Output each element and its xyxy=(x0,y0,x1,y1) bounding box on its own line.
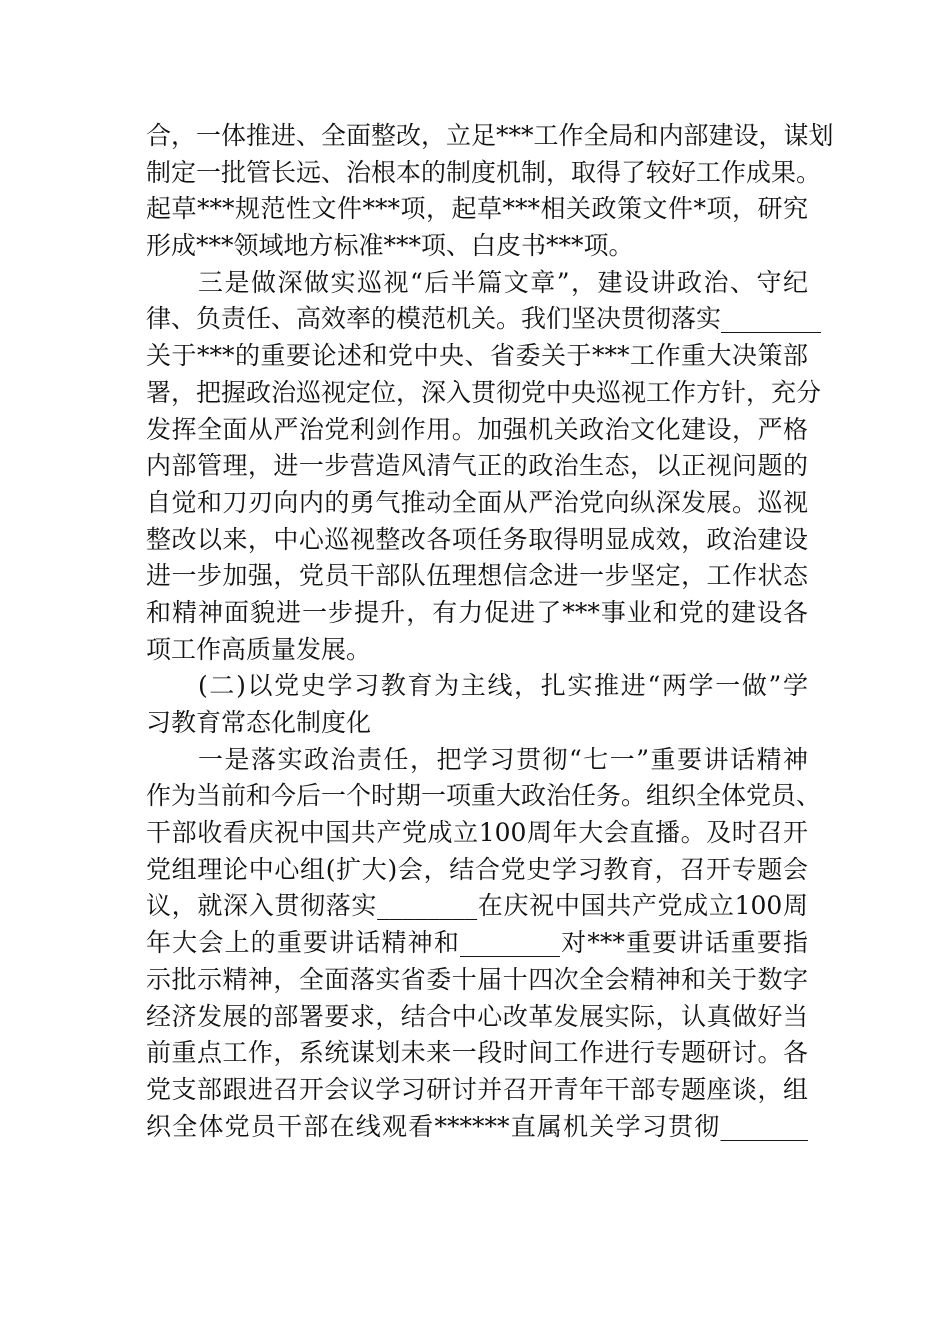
text-line: 三是做深做实巡视“后半篇文章”，建设讲政治、守纪 xyxy=(198,267,808,297)
text-line: 示批示精神，全面落实省委十届十四次全会精神和关于数字 xyxy=(146,964,808,994)
text-line: 党组理论中心组(扩大)会，结合党史学习教育，召开专题会 xyxy=(146,854,808,884)
text-line: 内部管理，进一步营造风清气正的政治生态，以正视问题的 xyxy=(146,451,808,481)
text-line: 前重点工作，系统谋划未来一段时间工作进行专题研讨。各 xyxy=(146,1038,808,1068)
text-line: 制定一批管长远、治根本的制度机制，取得了较好工作成果。 xyxy=(146,157,822,187)
text-line: 议，就深入贯彻落实________在庆祝中国共产党成立100周 xyxy=(146,891,808,921)
text-line: 自觉和刀刃向内的勇气推动全面从严治党向纵深发展。巡视 xyxy=(146,487,808,517)
text-line: 织全体党员干部在线观看******直属机关学习贯彻_______ xyxy=(146,1111,808,1141)
text-line: 党支部跟进召开会议学习研讨并召开青年干部专题座谈，组 xyxy=(146,1074,808,1104)
text-line: 合，一体推进、全面整改，立足***工作全局和内部建设，谋划 xyxy=(146,121,834,150)
text-line: 律、负责任、高效率的模范机关。我们坚决贯彻落实________ xyxy=(146,304,822,334)
document-page xyxy=(146,118,834,1145)
text-line: 年大会上的重要讲话精神和________对***重要讲话重要指 xyxy=(146,928,808,958)
text-line: 起草***规范性文件***项，起草***相关政策文件*项，研究 xyxy=(146,194,808,224)
text-line: (二)以党史学习教育为主线，扎实推进“两学一做”学 xyxy=(198,671,808,701)
text-line: 发挥全面从严治党利剑作用。加强机关政治文化建设，严格 xyxy=(146,414,808,444)
text-line: 一是落实政治责任，把学习贯彻“七一”重要讲话精神 xyxy=(198,744,808,774)
text-line: 项工作高质量发展。 xyxy=(146,634,372,664)
text-line: 经济发展的部署要求，结合中心改革发展实际，认真做好当 xyxy=(146,1001,808,1031)
text-line: 习教育常态化制度化 xyxy=(146,708,372,737)
text-line: 形成***领域地方标准***项、白皮书***项。 xyxy=(146,231,634,261)
text-line: 整改以来，中心巡视整改各项任务取得明显成效，政治建设 xyxy=(146,524,808,554)
text-line: 作为当前和今后一个时期一项重大政治任务。组织全体党员、 xyxy=(146,781,822,811)
text-line: 和精神面貌进一步提升，有力促进了***事业和党的建设各 xyxy=(146,597,808,627)
text-line: 干部收看庆祝中国共产党成立100周年大会直播。及时召开 xyxy=(146,818,808,848)
text-line: 关于***的重要论述和党中央、省委关于***工作重大决策部 xyxy=(146,341,808,371)
text-line: 署，把握政治巡视定位，深入贯彻党中央巡视工作方针，充分 xyxy=(146,377,822,407)
text-line: 进一步加强，党员干部队伍理想信念进一步坚定，工作状态 xyxy=(146,561,808,591)
